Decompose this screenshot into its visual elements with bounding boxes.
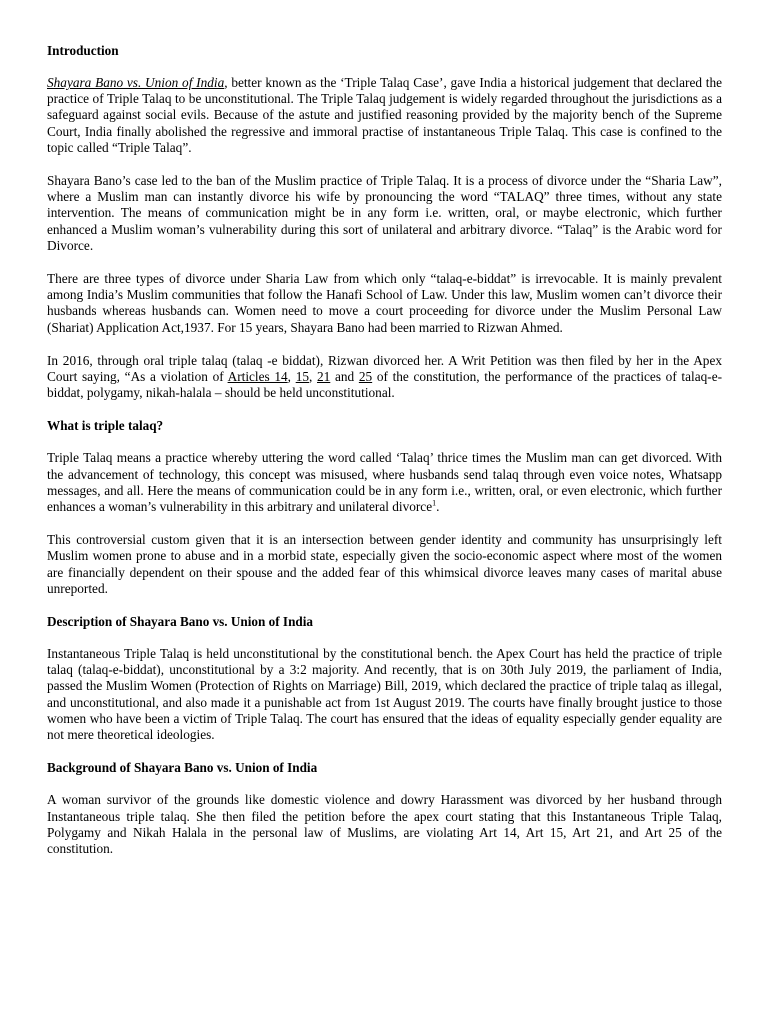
intro-paragraph-2: Shayara Bano’s case led to the ban of the Muslim practice of Triple Talaq. It is a process of divorce under the “Sharia Law”, where a Muslim man can instantly divorce his wife by pronouncing the word “TALAQ” three times, without any state intervention. The means of communication might be in any form i.e. written, oral, or maybe electronic, which further enhanced a Muslim woman’s vulnerability during this sort of unilateral and arbitrary divorce. “Talaq” is the Arabic word for Divorce. <box>47 173 722 253</box>
background-paragraph-1: A woman survivor of the grounds like domestic violence and dowry Harassment was divorced by her husband through Instantaneous triple talaq. She then filed the petition before the apex court stating that this Instantaneous Triple Talaq, Polygamy and Nikah Halala in the personal law of Muslims, are violating Art 14, Art 15, Art 21, and Art 25 of the constitution. <box>47 792 722 856</box>
heading-background: Background of Shayara Bano vs. Union of India <box>47 760 318 776</box>
articles-14-link[interactable]: Articles 14 <box>227 369 288 385</box>
intro-paragraph-4-text-b: of the constitution, the performance of the practices of talaq-e-biddat, polygamy, nikah-halala – should be held unconstitutional. <box>47 369 723 401</box>
article-25-link[interactable]: 25 <box>358 369 373 385</box>
sep-and: and <box>330 369 359 385</box>
footnote-marker[interactable]: 1 <box>432 498 437 508</box>
article-21-link[interactable]: 21 <box>317 369 331 385</box>
intro-paragraph-4 <box>47 353 722 402</box>
sep-1: , <box>287 369 296 385</box>
what-is-paragraph-2: This controversial custom given that it is an intersection between gender identity and community has unsurprisingly left Muslim women prone to abuse and in a morbid state, especially given the socio-economic aspect where most of the women are financially dependent on their spouse and the added fear of this whimsical divorce leaves many cases of marital abuse unreported. <box>47 532 722 596</box>
what-is-paragraph-1 <box>47 450 722 515</box>
article-15-link[interactable]: 15 <box>295 369 309 385</box>
case-name-link[interactable]: Shayara Bano vs. Union of India <box>47 75 225 90</box>
intro-paragraph-4-text-a: In 2016, through oral triple talaq (talaq -e biddat), Rizwan divorced her. A Writ Petition was then filed by her in the Apex Court saying, “As a violation of <box>47 352 722 385</box>
intro-paragraph-3: There are three types of divorce under Sharia Law from which only “talaq-e-biddat” is irrevocable. It is mainly prevalent among India’s Muslim communities that follow the Hanafi School of Law. Under this law, Muslim women can’t divorce their husbands whereas husbands can. Women need to move a court proceeding for divorce under the Muslim Personal Law (Shariat) Application Act,1937. For 15 years, Shayara Bano had been married to Rizwan Ahmed. <box>47 271 722 335</box>
description-paragraph-1: Instantaneous Triple Talaq is held unconstitutional by the constitutional bench. the Apex Court has held the practice of triple talaq (talaq-e-biddat), unconstitutional by a 3:2 majority. And recently, that is on 30th July 2019, the parliament of India, passed the Muslim Women (Protection of Rights on Marriage) Bill, 2019, which declared the practice of triple talaq as illegal, and unconstitutional, and also made it a punishable act from 1st August 2019. The courts have finally brought justice to those women who have been a victim of Triple Talaq. The court has ensured that the ideas of equality especially gender equality are not mere theoretical ideologies. <box>47 646 722 743</box>
what-is-paragraph-1-end: . <box>436 499 440 515</box>
sep-2: , <box>308 369 317 385</box>
heading-what-is-triple-talaq: What is triple talaq? <box>47 418 164 434</box>
intro-paragraph-1-text: , better known as the ‘Triple Talaq Case’, gave India a historical judgement that declared the practice of Triple Talaq to be unconstitutional. The Triple Talaq judgement is widely regarded throughout the jurisdictions as a safeguard against social evils. Because of the astute and justified reasoning provided by the majority bench of the Supreme Court, India finally abolished the regressive and immoral practise of instantaneous Triple Talaq. This case is confined to the topic called “Triple Talaq”. <box>47 75 723 155</box>
heading-introduction: Introduction <box>47 43 119 58</box>
intro-paragraph-1 <box>47 75 722 156</box>
heading-description: Description of Shayara Bano vs. Union of India <box>47 614 313 630</box>
what-is-paragraph-1-text: Triple Talaq means a practice whereby uttering the word called ‘Talaq’ thrice times the Muslim man can get divorced. With the advancement of technology, this concept was misused, where husbands send talaq through even voice notes, Whatsapp messages, and all. Here the means of communication could be in any form i.e., written, oral, or even electronic, which further enhances a woman’s vulnerability in this arbitrary and unilateral divorce <box>47 450 722 515</box>
